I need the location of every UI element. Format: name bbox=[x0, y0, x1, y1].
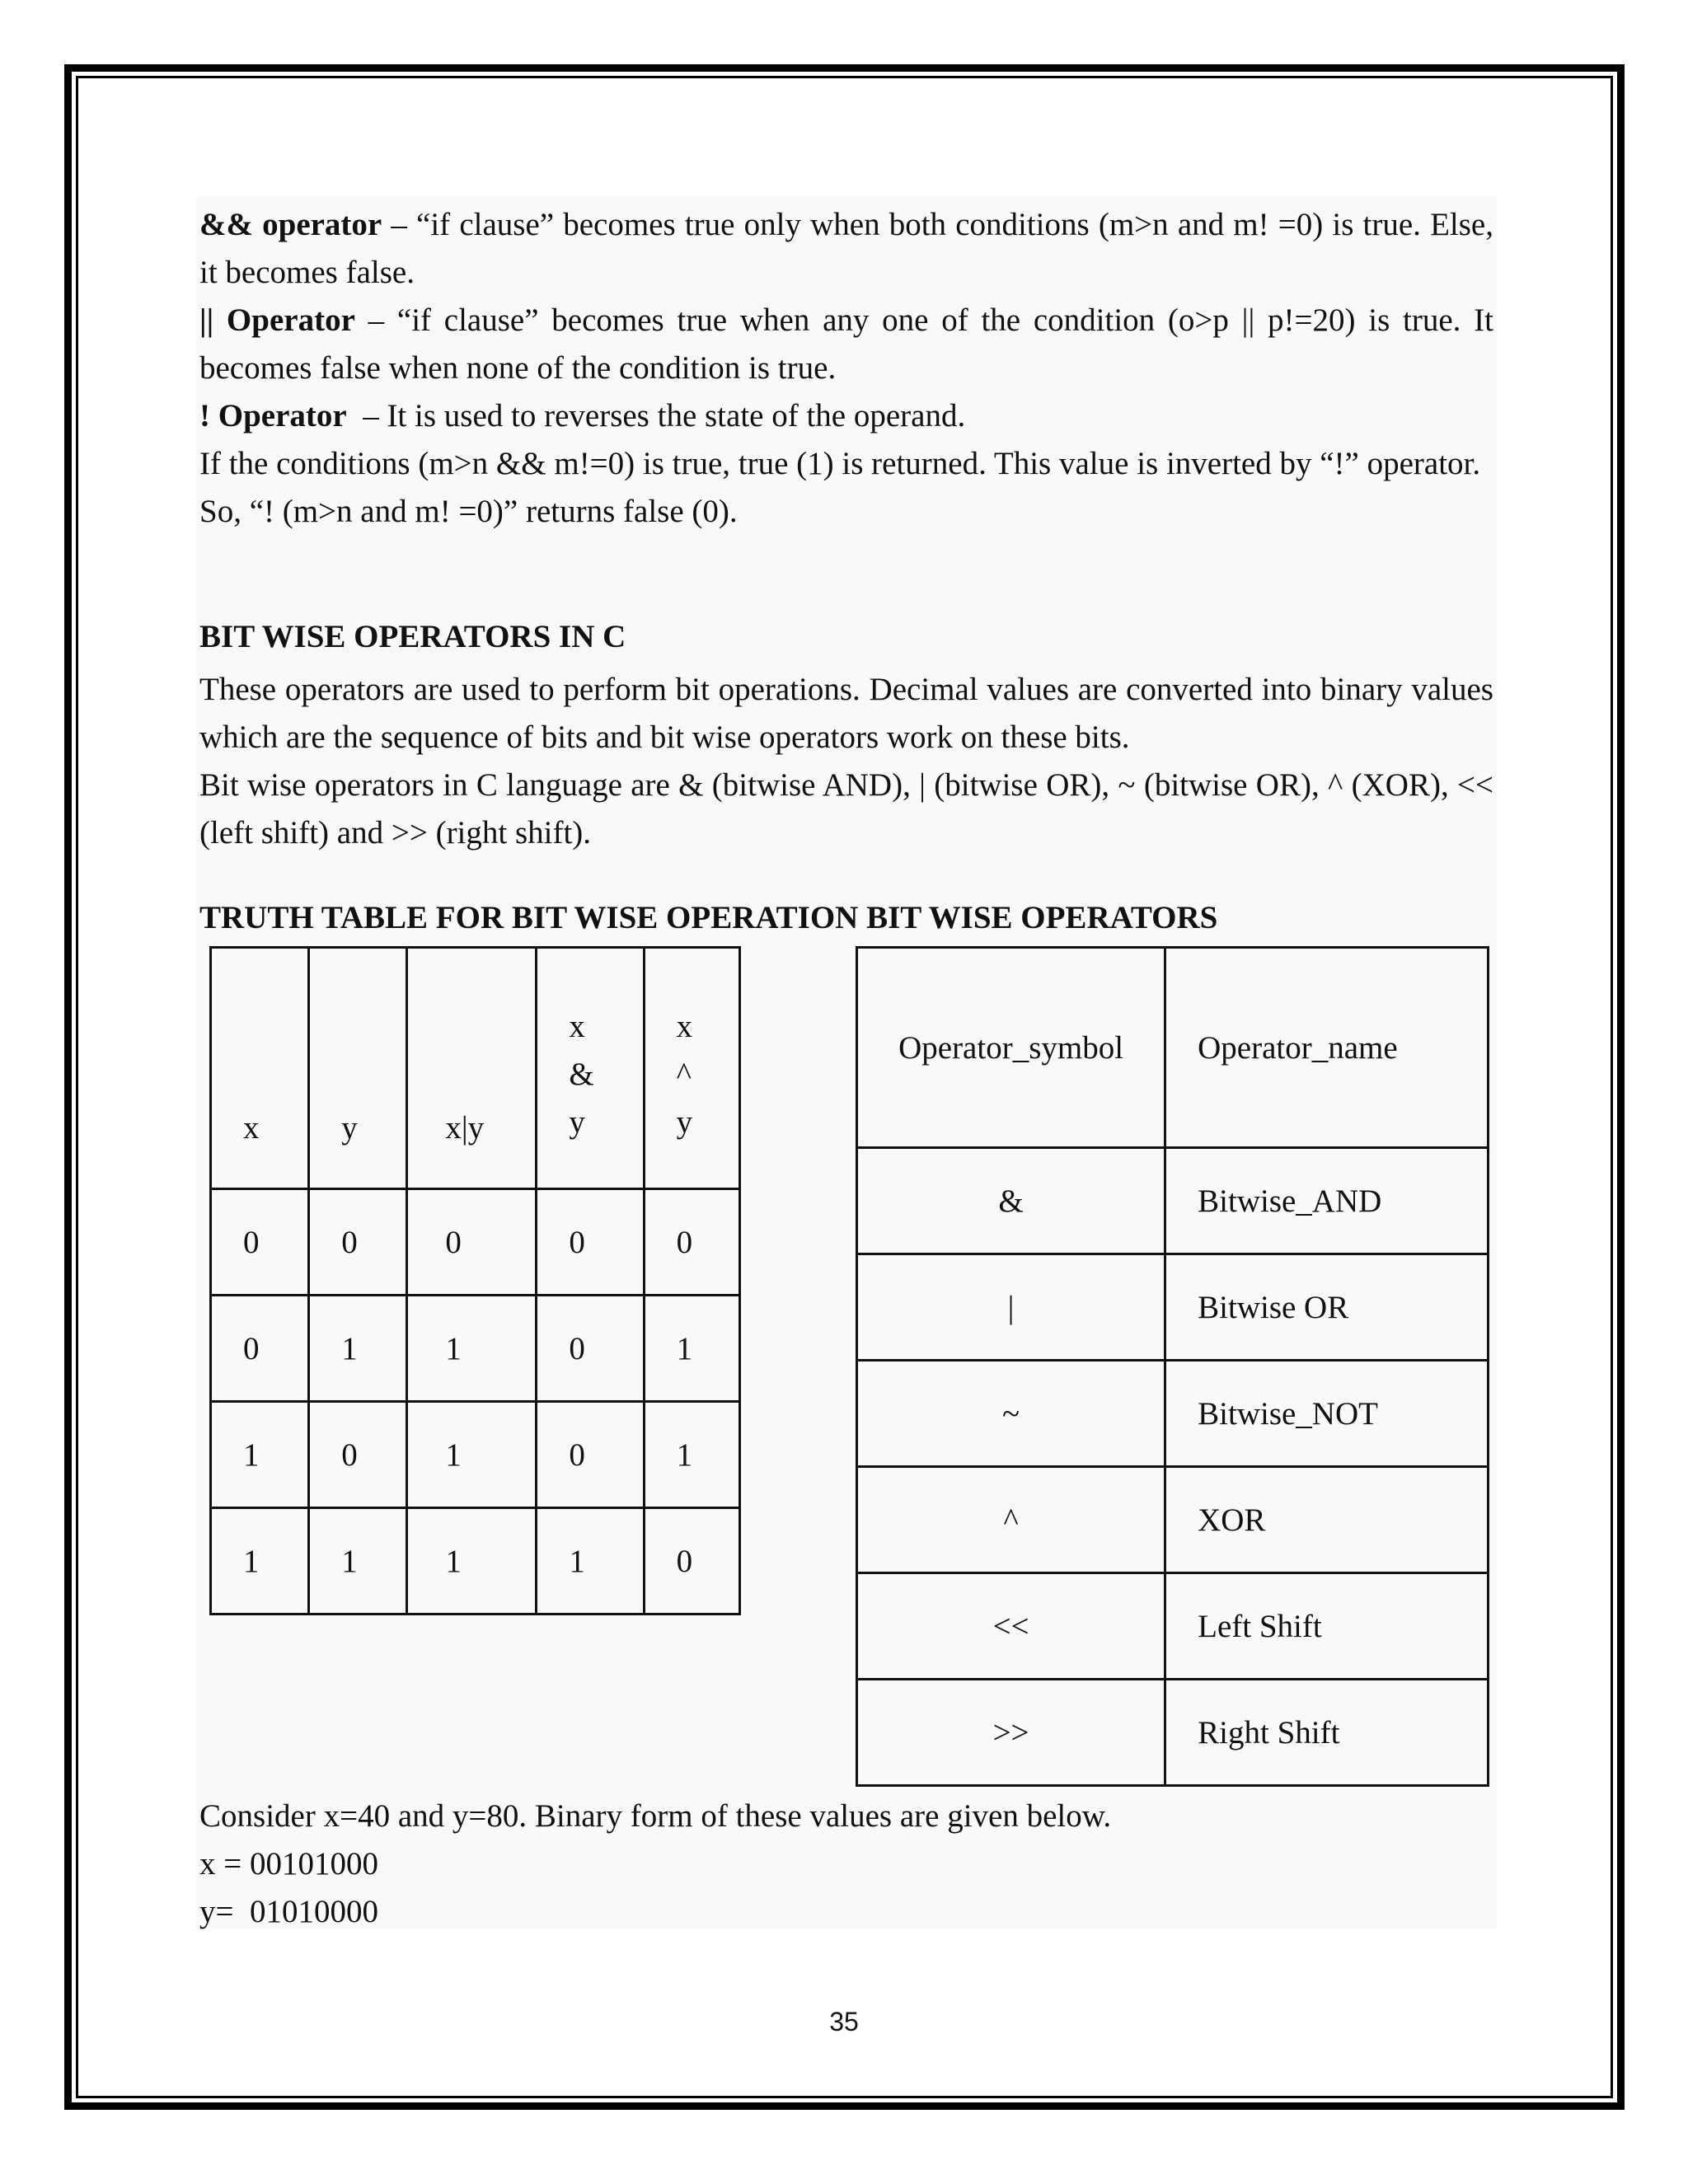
table-cell: 1 bbox=[211, 1508, 309, 1615]
header-x-and-y bbox=[537, 948, 644, 1189]
truth-table-heading: TRUTH TABLE FOR BIT WISE OPERATION BIT WISE OPERATORS bbox=[199, 900, 1218, 935]
table-cell: 0 bbox=[537, 1189, 644, 1296]
table-cell: 1 bbox=[644, 1402, 739, 1508]
operator-symbol-cell: | bbox=[857, 1254, 1165, 1361]
table-cell: 1 bbox=[309, 1508, 407, 1615]
header-xor-top: x bbox=[676, 1009, 693, 1044]
table-cell: 0 bbox=[644, 1189, 739, 1296]
operator-name-cell: Bitwise_AND bbox=[1165, 1148, 1489, 1254]
table-cell: 0 bbox=[309, 1402, 407, 1508]
table-row bbox=[211, 1508, 740, 1615]
operator-name-cell: Left Shift bbox=[1165, 1573, 1489, 1680]
operator-name-cell: Bitwise OR bbox=[1165, 1254, 1489, 1361]
header-and-top: x bbox=[569, 1009, 585, 1044]
table-cell: 0 bbox=[211, 1296, 309, 1402]
table-cell: 1 bbox=[407, 1296, 537, 1402]
header-operator-symbol: Operator_symbol bbox=[857, 948, 1165, 1148]
operator-name-cell: Bitwise_NOT bbox=[1165, 1361, 1489, 1467]
operator-symbol-cell: << bbox=[857, 1573, 1165, 1680]
table-cell: 1 bbox=[211, 1402, 309, 1508]
table-cell: 1 bbox=[537, 1508, 644, 1615]
not-operator-term: ! Operator bbox=[199, 398, 347, 434]
example-y-binary: y= 01010000 bbox=[199, 1894, 378, 1929]
header-xor-bot: y bbox=[676, 1104, 693, 1140]
table-cell: 0 bbox=[309, 1189, 407, 1296]
operators-table bbox=[856, 946, 1489, 1787]
header-operator-name: Operator_name bbox=[1165, 948, 1489, 1148]
operator-symbol-cell: ^ bbox=[857, 1467, 1165, 1573]
table-row bbox=[211, 1296, 740, 1402]
header-x-or-y: x|y bbox=[407, 948, 537, 1189]
table-row bbox=[857, 1148, 1489, 1254]
operator-name-cell: XOR bbox=[1165, 1467, 1489, 1573]
example-section bbox=[199, 1793, 1493, 1936]
table-cell: 0 bbox=[537, 1296, 644, 1402]
not-example-paragraph: If the conditions (m>n && m!=0) is true, true (1) is returned. This value is inverted by “!” operator. bbox=[199, 446, 1481, 481]
table-cell: 0 bbox=[537, 1402, 644, 1508]
table-cell: 1 bbox=[309, 1296, 407, 1402]
logical-operators-section bbox=[199, 201, 1493, 536]
table-row bbox=[211, 1189, 740, 1296]
table-row bbox=[857, 1573, 1489, 1680]
table-cell: 0 bbox=[407, 1189, 537, 1296]
and-operator-paragraph bbox=[199, 201, 1493, 297]
table-cell: 1 bbox=[407, 1402, 537, 1508]
or-operator-term: || Operator bbox=[199, 302, 355, 338]
table-row bbox=[857, 1254, 1489, 1361]
header-y: y bbox=[309, 948, 407, 1189]
header-x-xor-y bbox=[644, 948, 739, 1189]
not-operator-description: – It is used to reverses the state of the operand. bbox=[346, 398, 966, 434]
truth-table bbox=[209, 946, 741, 1615]
and-operator-description: – “if clause” becomes true only when both conditions (m>n and m! =0) is true. Else, it becomes false. bbox=[199, 207, 1493, 290]
or-operator-paragraph bbox=[199, 297, 1493, 392]
bitwise-list-paragraph: Bit wise operators in C language are & (bitwise AND), | (bitwise OR), ~ (bitwise OR), ^ (XOR), << (left shift) and >> (right shift). bbox=[199, 767, 1493, 851]
header-and-bot: y bbox=[569, 1104, 585, 1140]
or-operator-description: – “if clause” becomes true when any one of the condition (o>p || p!=20) is true. It becomes false when none of the condition is true. bbox=[199, 302, 1493, 386]
operators-header-row bbox=[857, 948, 1489, 1148]
table-row bbox=[857, 1467, 1489, 1573]
not-result-paragraph: So, “! (m>n and m! =0)” returns false (0). bbox=[199, 494, 738, 529]
table-cell: 0 bbox=[211, 1189, 309, 1296]
table-row bbox=[857, 1680, 1489, 1786]
header-xor-mid: ^ bbox=[676, 1057, 692, 1092]
not-operator-paragraph bbox=[199, 392, 1493, 440]
truth-table-heading-block bbox=[199, 894, 1493, 942]
bitwise-intro-paragraph: These operators are used to perform bit operations. Decimal values are converted into binary values which are the sequence of bits and bit wise operators work on these bits. bbox=[199, 672, 1493, 755]
operator-symbol-cell: >> bbox=[857, 1680, 1165, 1786]
header-and-mid: & bbox=[569, 1057, 594, 1092]
bitwise-heading: BIT WISE OPERATORS IN C bbox=[199, 619, 626, 654]
table-cell: 0 bbox=[644, 1508, 739, 1615]
example-x-binary: x = 00101000 bbox=[199, 1846, 378, 1882]
table-cell: 1 bbox=[644, 1296, 739, 1402]
operator-symbol-cell: & bbox=[857, 1148, 1165, 1254]
header-x: x bbox=[211, 948, 309, 1189]
truth-table-header-row bbox=[211, 948, 740, 1189]
page-number: 35 bbox=[829, 2007, 859, 2036]
example-intro: Consider x=40 and y=80. Binary form of these values are given below. bbox=[199, 1798, 1112, 1834]
and-operator-term: && operator bbox=[199, 207, 382, 242]
operator-name-cell: Right Shift bbox=[1165, 1680, 1489, 1786]
table-row bbox=[857, 1361, 1489, 1467]
table-row bbox=[211, 1402, 740, 1508]
bitwise-section bbox=[199, 613, 1493, 857]
operator-symbol-cell: ~ bbox=[857, 1361, 1165, 1467]
table-cell: 1 bbox=[407, 1508, 537, 1615]
